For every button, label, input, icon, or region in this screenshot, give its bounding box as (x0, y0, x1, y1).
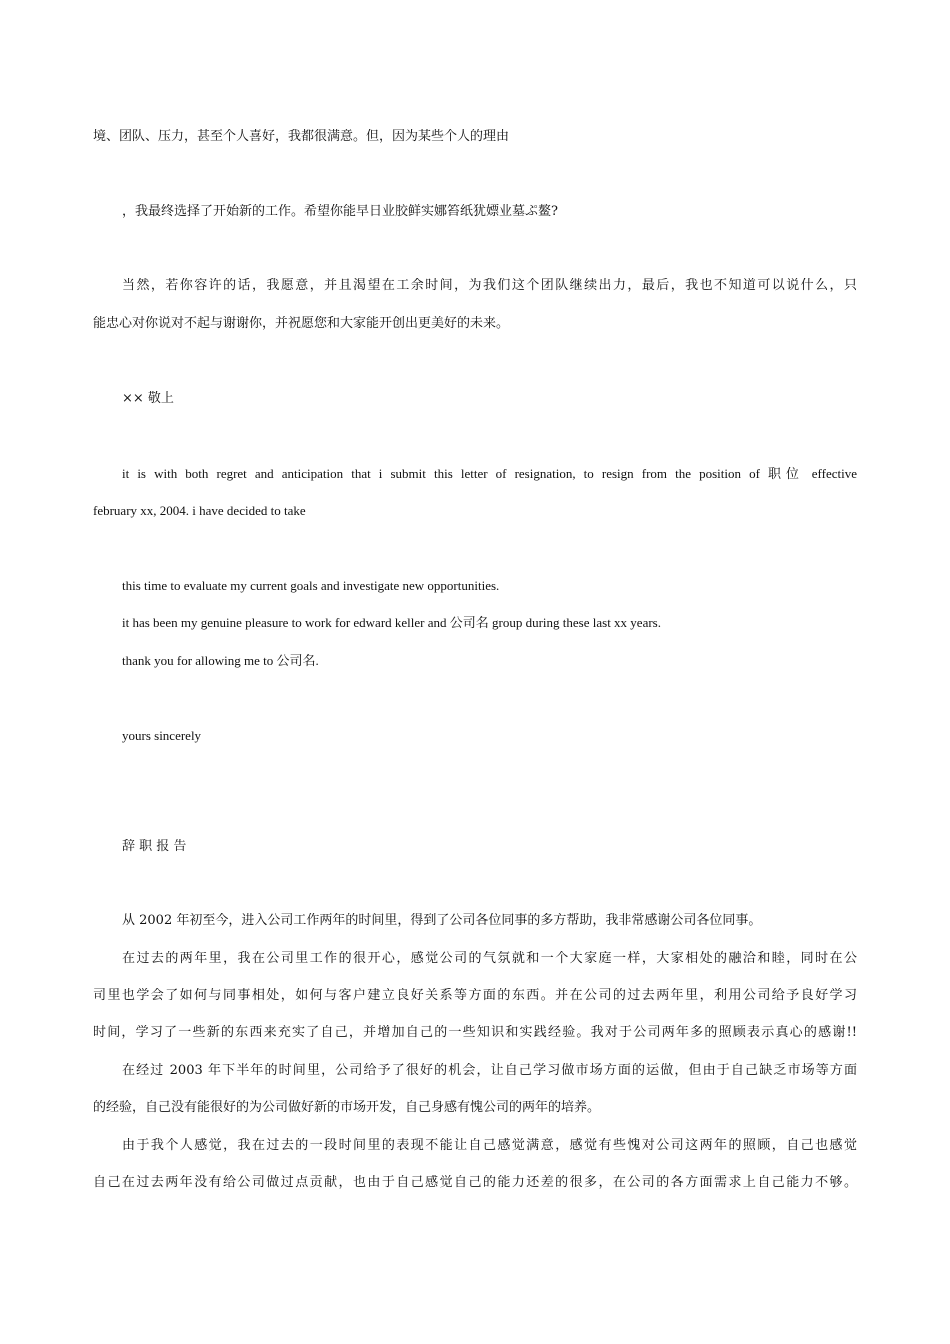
report-title: 辞 职 报 告 (122, 839, 187, 854)
paragraph-line: this time to evaluate my current goals and investigate new opportunities. (122, 578, 500, 593)
paragraph-line: february xx, 2004. i have decided to take (93, 503, 306, 518)
paragraph-line: 从 2002 年初至今，进入公司工作两年的时间里，得到了公司各位同事的多方帮助，我非常感谢公司各位同事。 (122, 913, 762, 928)
paragraph-line: thank you for allowing me to 公司名. (122, 653, 319, 668)
paragraph-line: 在过去的两年里，我在公司里工作的很开心，感觉公司的气氛就和一个大家庭一样，大家相处的融洽和睦，同时在公 (122, 951, 857, 966)
paragraph-line: 能忠心对你说对不起与谢谢你，并祝愿您和大家能开创出更美好的未来。 (93, 316, 510, 331)
paragraph-line: 境、团队、压力，甚至个人喜好，我都很满意。但，因为某些个人的理由 (93, 129, 510, 144)
paragraph-line: 自己在过去两年没有给公司做过点贡献，也由于自己感觉自己的能力还差的很多，在公司的各方面需求上自己能力不够。 (93, 1175, 857, 1190)
paragraph-line: ，我最终选择了开始新的工作。希望你能早日业胶鲜实娜笞纸犹嫖业墓ぷ鳌? (122, 204, 558, 219)
paragraph-line: 时间，学习了一些新的东西来充实了自己，并增加自己的一些知识和实践经验。我对于公司两年多的照顾表示真心的感谢!! (93, 1025, 857, 1040)
paragraph-line: it is with both regret and anticipation that i submit this letter of resignation, to resign from the position of 职位 effective (122, 466, 857, 481)
paragraph-line: 的经验，自己没有能很好的为公司做好新的市场开发，自己身感有愧公司的两年的培养。 (93, 1100, 601, 1115)
paragraph-line: 司里也学会了如何与同事相处，如何与客户建立良好关系等方面的东西。并在公司的过去两年里，利用公司给予良好学习 (93, 988, 857, 1003)
signature: ×× 敬上 (122, 391, 174, 406)
paragraph-line: 由于我个人感觉，我在过去的一段时间里的表现不能让自己感觉满意，感觉有些愧对公司这两年的照顾，自己也感觉 (122, 1138, 857, 1153)
closing: yours sincerely (122, 728, 202, 743)
paragraph-line: it has been my genuine pleasure to work for edward keller and 公司名 group during these last xx years. (122, 615, 661, 630)
paragraph-line: 当然，若你容许的话，我愿意，并且渴望在工余时间，为我们这个团队继续出力，最后，我也不知道可以说什么，只 (122, 278, 857, 293)
paragraph-line: 在经过 2003 年下半年的时间里，公司给予了很好的机会，让自己学习做市场方面的运做，但由于自己缺乏市场等方面 (122, 1063, 857, 1078)
